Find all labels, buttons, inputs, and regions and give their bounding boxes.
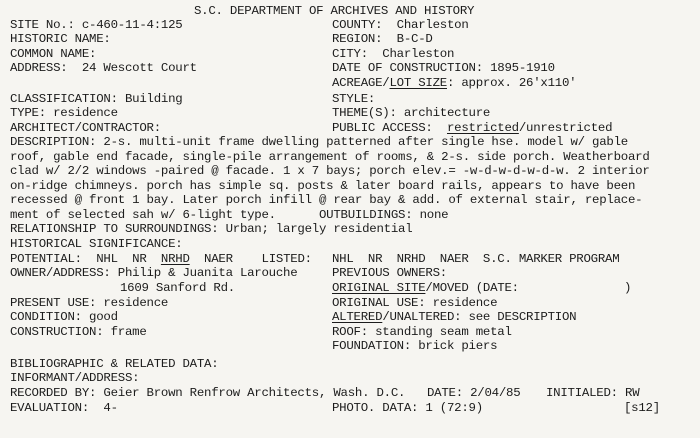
construction: CONSTRUCTION: frame — [10, 325, 147, 339]
initialed: INITIALED: RW — [546, 386, 640, 400]
acreage-lot-size: ACREAGE/LOT SIZE: approx. 26'x110' — [332, 76, 577, 90]
recorded-date: DATE: 2/04/85 — [427, 386, 521, 400]
owner-address: OWNER/ADDRESS: Philip & Juanita Larouche — [10, 266, 298, 280]
original-use: ORIGINAL USE: residence — [332, 296, 498, 310]
classification: CLASSIFICATION: Building — [10, 92, 183, 106]
themes: THEME(S): architecture — [332, 106, 491, 120]
architect-contractor: ARCHITECT/CONTRACTOR: — [10, 121, 161, 135]
previous-owners: PREVIOUS OWNERS: — [332, 266, 447, 280]
common-name: COMMON NAME: — [10, 47, 97, 61]
altered: ALTERED/UNALTERED: see DESCRIPTION — [332, 310, 577, 324]
address: ADDRESS: 24 Wescott Court — [10, 61, 197, 75]
description-line-2: roof, gable end facade, single-pile arrangement of rooms, & 2-s. side porch. Weatherboard — [10, 150, 650, 164]
roof: ROOF: standing seam metal — [332, 325, 512, 339]
owner-street: 1609 Sanford Rd. — [120, 281, 235, 295]
description-line-5: recessed @ front 1 bay. Later porch infill @ rear bay & add. of external stair, replace- — [10, 193, 643, 207]
style: STYLE: — [332, 92, 376, 106]
evaluation: EVALUATION: 4- — [10, 401, 118, 415]
listed-options: NHL NR NRHD NAER S.C. MARKER PROGRAM — [332, 252, 620, 266]
informant-address: INFORMANT/ADDRESS: — [10, 371, 140, 385]
site-number: SITE No.: c-460-11-4:125 — [10, 18, 183, 32]
region: REGION: B-C-D — [332, 32, 433, 46]
historical-significance: HISTORICAL SIGNIFICANCE: — [10, 237, 183, 251]
present-use: PRESENT USE: residence — [10, 296, 169, 310]
public-access: PUBLIC ACCESS: restricted/unrestricted — [332, 121, 613, 135]
photo-data: PHOTO. DATA: 1 (72:9) — [332, 401, 483, 415]
potential: POTENTIAL: NHL NR NRHD NAER LISTED: — [10, 252, 312, 266]
relationship-to-surroundings: RELATIONSHIP TO SURROUNDINGS: Urban; largely residential — [10, 222, 413, 236]
description-line-3: clad w/ 2/2 windows -paired @ facade. 1 x 7 bays; porch elev.= -w-d-w-d-w-d-w. 2 interior — [10, 164, 650, 178]
bibliographic-data: BIBLIOGRAPHIC & RELATED DATA: — [10, 357, 219, 371]
description-line-1: DESCRIPTION: 2-s. multi-unit frame dwelling patterned after single hse. model w/ gable — [10, 135, 628, 149]
recorded-by: RECORDED BY: Geier Brown Renfrow Architects, Wash. D.C. — [10, 386, 406, 400]
historic-name: HISTORIC NAME: — [10, 32, 111, 46]
original-site: ORIGINAL SITE/MOVED (DATE: — [332, 281, 519, 295]
county: COUNTY: Charleston — [332, 18, 469, 32]
city: CITY: Charleston — [332, 47, 455, 61]
condition: CONDITION: good — [10, 310, 118, 324]
moved-date-close: ) — [624, 281, 632, 295]
description-line-4: on-ridge chimneys. porch has simple sq. posts & later board rails, appears to have been — [10, 179, 636, 193]
record-code: [s12] — [624, 401, 660, 415]
foundation: FOUNDATION: brick piers — [332, 339, 498, 353]
construction-date: DATE OF CONSTRUCTION: 1895-1910 — [332, 61, 555, 75]
department-header: S.C. DEPARTMENT OF ARCHIVES AND HISTORY — [194, 4, 475, 18]
description-line-6: ment of selected sah w/ 6-light type. OUTBUILDINGS: none — [10, 208, 449, 222]
type: TYPE: residence — [10, 106, 118, 120]
